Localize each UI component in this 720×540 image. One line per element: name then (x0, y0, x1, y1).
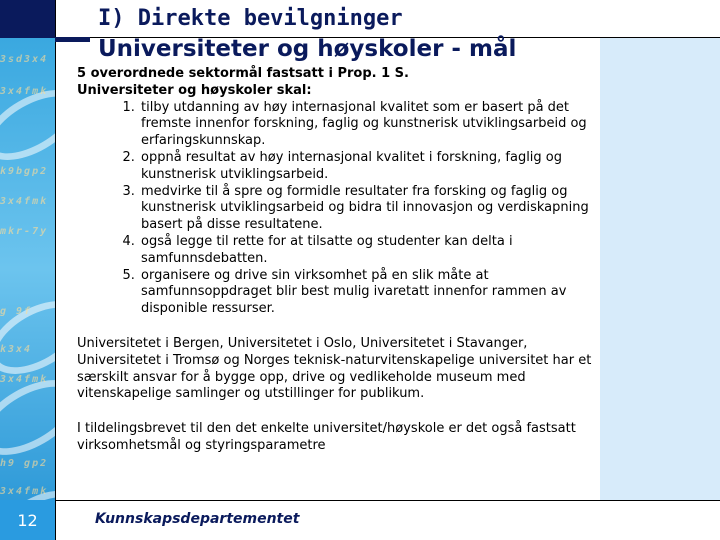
decorative-code-text: 3x4fmk (0, 86, 49, 97)
right-accent-panel (600, 38, 720, 500)
paragraph-allocation-letter: I tildelingsbrevet til den det enkelte universitet/høyskole er det også fastsatt virksomhetsmål og styringsparametre (77, 421, 576, 453)
list-item: 2. oppnå resultat av høy internasjonal kvalitet i forskning, faglig og kunstnerisk utviklingsarbeid. (139, 150, 597, 184)
slide-title: I) Direkte bevilgninger (98, 6, 403, 31)
paragraph-museums: Universitetet i Bergen, Universitetet i Oslo, Universitetet i Stavanger, Universitetet i Tromsø og Norges teknisk-naturvitenskapelige universitet har et særskilt ansvar for å bygge opp, drive og vedlikeholde museum med vitenskapelige samlinger og utstillinger for publikum. (77, 335, 592, 402)
list-item: 3. medvirke til å spre og formidle resultater fra forsking og faglig og kunstnerisk utviklingsarbeid og bidra til innovasjon og verdiskapning basert på disse resultatene. (139, 184, 597, 234)
decorative-sidebar-graphic (0, 38, 55, 500)
intro-line: 5 overordnede sektormål fastsatt i Prop. 1 S. (77, 66, 409, 81)
list-item: 1. tilby utdanning av høy internasjonal kvalitet som er basert på det fremste innenfor forskning, faglig og kunstnerisk utviklingsarbeid og erfaringskunnskap. (139, 100, 597, 150)
decorative-code-text: mkr-7y (0, 226, 49, 237)
divider (55, 0, 56, 540)
intro-line: Universiteter og høyskoler skal: (77, 82, 312, 98)
footer-organization: Kunnskapsdepartementet (95, 511, 300, 527)
decorative-code-text: k9bgp2 (0, 166, 49, 177)
decorative-code-text: k3x4 (0, 344, 33, 355)
divider (55, 500, 720, 501)
decorative-code-text: 3x4fmk (0, 196, 49, 207)
sidebar-header-block (0, 0, 55, 38)
slide-body (77, 66, 597, 455)
decorative-code-text: 3x4fmk (0, 374, 49, 385)
goals-list (77, 100, 597, 318)
decorative-code-text: g 9f (0, 306, 33, 317)
list-item: 4. også legge til rette for at tilsatte og studenter kan delta i samfunnsdebatten. (139, 234, 597, 268)
slide-subtitle: Universiteter og høyskoler - mål (98, 36, 517, 62)
list-item: 5. organisere og drive sin virksomhet på en slik måte at samfunnsoppdraget blir best mulig ivaretatt innenfor rammen av disponible ressurser. (139, 268, 597, 318)
page-number: 12 (0, 500, 55, 540)
decorative-code-text: 3x4fmk (0, 486, 49, 497)
title-accent-bar (55, 37, 90, 42)
decorative-code-text: h9 gp2 (0, 458, 49, 469)
decorative-code-text: 3sd3x4 (0, 54, 49, 65)
